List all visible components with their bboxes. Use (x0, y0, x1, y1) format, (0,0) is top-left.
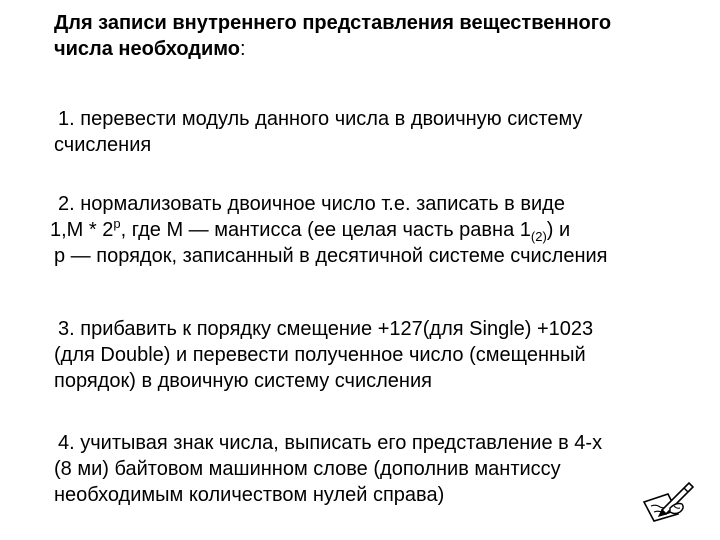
list-item-3 (54, 316, 593, 394)
heading-line-1: Для записи внутреннего представления вещественного (54, 12, 612, 34)
formula-exponent: p (113, 216, 121, 231)
list-item-2-line-3: p — порядок, записанный в десятичной системе счисления (54, 245, 608, 267)
list-item-2 (50, 191, 608, 269)
list-item-4 (54, 430, 602, 508)
list-item-4-line-3: необходимым количеством нулей справа) (54, 484, 445, 506)
heading-line-2-bold: числа необходимо (54, 38, 241, 60)
formula-tail: ) и (546, 219, 571, 241)
list-item-4-line-2: (8 ми) байтовом машинном слове (дополнив мантиссу (54, 458, 561, 480)
formula-description: , где M — мантисса (ее целая часть равна 1 (120, 219, 531, 241)
slide-heading (54, 10, 611, 62)
list-item-4-line-1: 4. учитывая знак числа, выписать его представление в 4-х (58, 432, 603, 454)
binary-subscript: (2) (530, 229, 547, 244)
list-item-1 (54, 106, 582, 158)
list-item-3-line-1: 3. прибавить к порядку смещение +127(для Single) +1023 (58, 318, 594, 340)
list-item-1-line-2: счисления (54, 134, 152, 156)
heading-line-2-colon: : (240, 38, 246, 60)
list-item-3-line-3: порядок) в двоичную систему счисления (54, 370, 432, 392)
list-item-2-line-1: 2. нормализовать двоичное число т.е. записать в виде (58, 193, 565, 215)
list-item-1-line-1: 1. перевести модуль данного числа в двоичную систему (58, 108, 583, 130)
heading-line-2 (54, 36, 611, 62)
formula-base: 1,M * 2 (50, 219, 114, 241)
list-item-3-line-2: (для Double) и перевести полученное число (смещенный (54, 344, 586, 366)
list-item-2-line-2 (50, 217, 608, 243)
pen-writing-icon (638, 478, 696, 522)
